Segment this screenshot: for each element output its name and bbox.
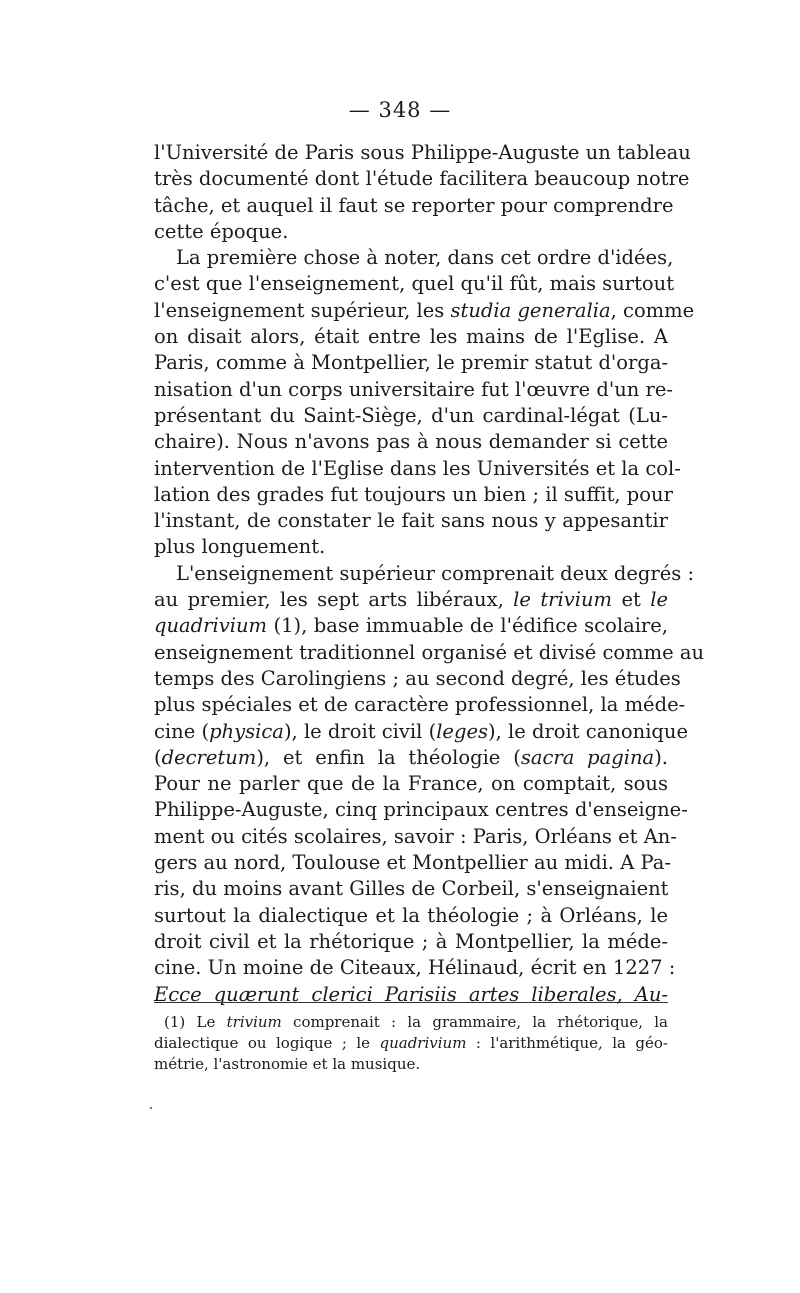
italic-text: physica <box>209 719 284 743</box>
text-run: lation des grades fut toujours un bien ; il suffit, pour <box>154 482 673 506</box>
text-line <box>154 640 705 666</box>
text-line <box>154 298 695 324</box>
body-text <box>154 140 705 1008</box>
text-run: l'instant, de constater le fait sans nous y appesantir <box>154 509 668 533</box>
italic-text: quadrivium <box>379 1034 467 1052</box>
text-line <box>154 903 668 929</box>
text-line <box>154 982 668 1008</box>
text-line <box>154 824 677 850</box>
text-line <box>154 271 675 297</box>
text-line <box>154 587 668 613</box>
text-run: ), et enfin la théologie ( <box>256 745 521 769</box>
text-run: La première chose à noter, dans cet ordre d'idées, <box>176 246 674 270</box>
text-run: très documenté dont l'étude facilitera beaucoup notre <box>154 167 690 191</box>
footnote-separator <box>154 1002 668 1003</box>
text-run: ( <box>154 745 162 769</box>
text-run: surtout la dialectique et la théologie ; à Orléans, le <box>154 903 668 927</box>
text-line <box>154 193 674 219</box>
text-line <box>154 324 668 350</box>
text-run: et <box>612 588 651 612</box>
italic-text: decretum <box>161 745 257 769</box>
footnotes <box>154 1012 668 1075</box>
text-run: métrie, l'astronomie et la musique. <box>154 1055 421 1073</box>
text-line <box>154 508 668 534</box>
text-run: : l'arithmétique, la géo- <box>466 1034 668 1052</box>
text-line <box>154 456 681 482</box>
text-line <box>154 613 668 639</box>
text-run: l'Université de Paris sous Philippe-Auguste un tableau <box>154 141 691 164</box>
text-run: Pour ne parler que de la France, on comptait, sous <box>154 772 668 796</box>
text-run: ment ou cités scolaires, savoir : Paris, Orléans et An- <box>154 824 677 848</box>
text-line <box>154 719 689 745</box>
text-run: temps des Carolingiens ; au second degré, les études <box>154 666 681 690</box>
text-line <box>154 166 690 192</box>
italic-text: trivium <box>226 1013 282 1031</box>
text-run: Paris, comme à Montpellier, le premir statut d'orga- <box>154 351 669 375</box>
text-run: présentant du Saint-Siège, d'un cardinal-légat (Lu- <box>154 403 668 427</box>
italic-text: leges <box>436 719 488 743</box>
text-line <box>154 745 668 771</box>
text-run: droit civil et la rhétorique ; à Montpellier, la méde- <box>154 929 668 953</box>
text-run: l'enseignement supérieur, les <box>154 298 451 322</box>
text-run: on disait alors, était entre les mains de l'Eglise. A <box>154 325 668 349</box>
text-line <box>154 561 695 587</box>
text-run: plus longuement. <box>154 535 326 559</box>
text-run: nisation d'un corps universitaire fut l'œuvre d'un re- <box>154 377 673 401</box>
text-run: ris, du moins avant Gilles de Corbeil, s'enseignaient <box>154 877 669 901</box>
text-run: tâche, et auquel il faut se reporter pour comprendre <box>154 193 674 217</box>
italic-text: le trivium <box>513 588 613 612</box>
text-run: comprenait : la grammaire, la rhétorique, la <box>281 1013 669 1031</box>
text-run: enseignement traditionnel organisé et divisé comme au <box>154 640 705 664</box>
italic-text: studia generalia <box>450 298 611 322</box>
text-run: L'enseignement supérieur comprenait deux degrés : <box>176 561 695 585</box>
italic-text: quadrivium <box>154 614 268 638</box>
footnote-line <box>154 1033 668 1054</box>
text-run: c'est que l'enseignement, quel qu'il fût, mais surtout <box>154 272 675 296</box>
text-run: cine ( <box>154 719 210 743</box>
italic-text: Ecce quærunt clerici Parisiis artes liberales, Au- <box>154 982 668 1006</box>
text-run: cette époque. <box>154 219 289 243</box>
text-run: gers au nord, Toulouse et Montpellier au midi. A Pa- <box>154 851 671 875</box>
text-run: (1) Le <box>164 1013 227 1031</box>
text-line <box>154 482 673 508</box>
text-line <box>154 692 686 718</box>
text-line <box>154 403 668 429</box>
text-run: intervention de l'Eglise dans les Universités et la col- <box>154 456 681 480</box>
text-line <box>154 219 668 245</box>
text-run: ), le droit canonique <box>488 719 689 743</box>
text-run: , comme <box>610 298 695 322</box>
text-line <box>154 876 668 902</box>
footnote-line <box>154 1054 668 1075</box>
text-line <box>154 666 681 692</box>
text-line <box>154 929 668 955</box>
page-number: — 348 — <box>348 98 452 122</box>
italic-text: sacra pagina <box>520 745 655 769</box>
text-line <box>154 534 668 560</box>
text-run: (1), base immuable de l'édifice scolaire, <box>267 614 668 638</box>
text-run: Philippe-Auguste, cinq principaux centres d'enseigne- <box>154 798 688 822</box>
text-line <box>154 377 673 403</box>
ink-speck <box>150 1107 152 1109</box>
text-line <box>154 140 691 166</box>
italic-text: le <box>650 588 668 612</box>
footnote-line <box>154 1012 668 1033</box>
text-line <box>154 771 668 797</box>
text-run: chaire). Nous n'avons pas à nous demander si cette <box>154 430 668 454</box>
text-line <box>154 350 668 376</box>
text-line <box>154 245 674 271</box>
text-run: dialectique ou logique ; le <box>154 1034 380 1052</box>
text-line <box>154 429 668 455</box>
text-run: ), le droit civil ( <box>283 719 437 743</box>
text-run: cine. Un moine de Citeaux, Hélinaud, écrit en 1227 : <box>154 956 676 980</box>
text-run: au premier, les sept arts libéraux, <box>154 588 514 612</box>
text-line <box>154 850 671 876</box>
text-line <box>154 797 688 823</box>
text-run: ). <box>654 745 668 769</box>
text-run: plus spéciales et de caractère professionnel, la méde- <box>154 693 686 717</box>
text-line <box>154 955 676 981</box>
